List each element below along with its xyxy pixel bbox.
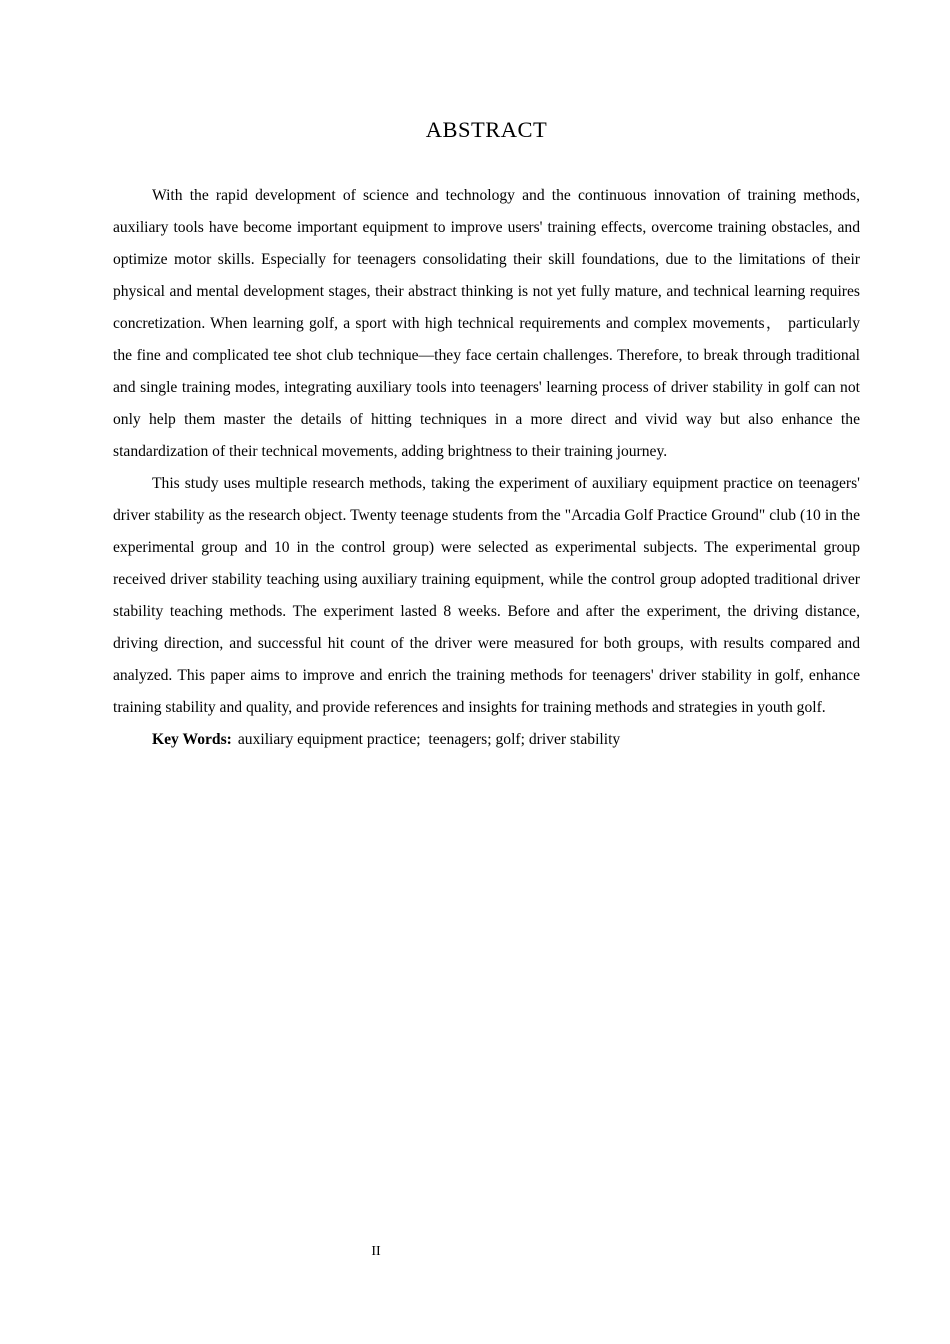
abstract-paragraph-2: This study uses multiple research methods, taking the experiment of auxiliary equipment practice on teenagers' driver stability as the research object. Twenty teenage students from the "Arcadia Golf Practice Ground" club (10 in the experimental group and 10 in the control group) were selected as experimental subjects. The experimental group received driver stability teaching using auxiliary training equipment, while the control group adopted traditional driver stability teaching methods. The experiment lasted 8 weeks. Before and after the experiment, the driving distance, driving direction, and successful hit count of the driver were measured for both groups, with results compared and analyzed. This paper aims to improve and enrich the training methods for teenagers' driver stability in golf, enhance training stability and quality, and provide references and insights for training methods and strategies in youth golf. [113,475,860,716]
keywords-text: auxiliary equipment practice; teenagers; golf; driver stability [237,731,621,748]
page-number: II [371,1244,381,1259]
keywords-line [113,724,860,756]
keywords-label: Key Words: [152,731,232,748]
page-title: ABSTRACT [425,117,548,142]
text-block [113,0,860,756]
abstract-paragraph-1: With the rapid development of science and technology and the continuous innovation of training methods, auxiliary tools have become important equipment to improve users' training effects, overcome training obstacles, and optimize motor skills. Especially for teenagers consolidating their skill foundations, due to the limitations of their physical and mental development stages, their abstract thinking is not yet fully mature, and technical learning requires concretization. When learning golf, a sport with high technical requirements and complex movements， particularly the fine and complicated tee shot club technique—they face certain challenges. Therefore, to break through traditional and single training modes, integrating auxiliary tools into teenagers' learning process of driver stability in golf can not only help them master the details of hitting techniques in a more direct and vivid way but also enhance the standardization of their technical movements, adding brightness to their training journey. [113,187,860,460]
